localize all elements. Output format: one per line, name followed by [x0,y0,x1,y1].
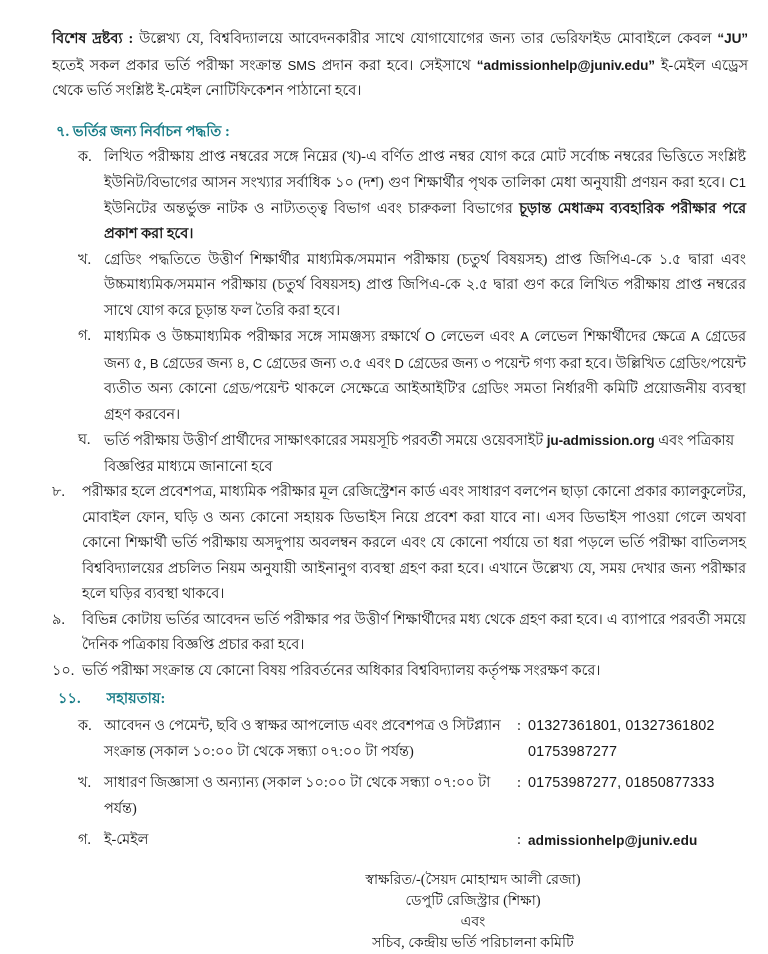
section-heading-support [58,688,746,710]
special-note-text-4: ই-মেইল এড্রেস থেকে ভর্তি সংশ্লিষ্ট ই-মেইল নোটিফিকেশন পাঠানো হবে। [52,57,748,99]
numbered-item [30,659,746,685]
list-item [30,324,746,428]
list-marker: ঘ. [78,432,91,448]
list-item-text [104,428,746,480]
item-text-part-6: গ্রেডের জন্য ৩.৫ এবং [262,355,395,372]
support-email-inline: “admissionhelp@juniv.edu” [476,57,655,73]
list-marker: ৯. [52,611,65,628]
contact-phone-line-1: 01327361801, 01327361802 [528,718,715,734]
signature-secondary-role: সচিব, কেন্দ্রীয় ভর্তি পরিচালনা কমিটি [372,934,574,951]
item-text-part-2: এবং পত্রিকায় বিজ্ঞপ্তির মাধ্যমে জানানো হবে [104,433,735,475]
list-marker: ৮. [52,484,65,500]
signature-conjunction: এবং [460,913,486,930]
contact-marker: খ. [78,775,92,791]
item-text-part-1: ভর্তি পরীক্ষায় উত্তীর্ণ প্রার্থীদের সাক্ষাৎকারের সময়সূচি পরবর্তী সময়ে ওয়েবসাইট [104,433,547,449]
numbered-item [30,480,746,608]
contact-value: 01753987277, 01850877333 [528,775,715,791]
contact-marker: ক. [78,718,92,734]
list-item-text [104,145,746,248]
item-text-part-2: লেভেল এবং [435,329,521,345]
contact-value [528,714,746,765]
item-text-part-1: লিখিত পরীক্ষায় প্রাপ্ত নম্বরের সঙ্গে নিম্নের (খ)-এ বর্ণিত প্রাপ্ত নম্বর যোগ করে মোট সর্বোচ্চ নম্বরের ভিত্তিতে সংশ্লিষ্ট ইউনিট/বিভাগের আসন সংখ্যার সর্বাধিক ১০ (দশ) গুণ শিক্ষার্থীর পৃথক তালিকা মেধা অনুযায়ী প্রণয়ন করা হবে। [104,148,746,191]
signature-name: স্বাক্ষরিত/-(সৈয়দ মোহাম্মদ আলী রেজা) [365,871,581,888]
grade-d-label: D [394,355,404,371]
list-marker: গ. [78,328,92,344]
special-note-text-1: উল্লেখ্য যে, বিশ্ববিদ্যালয়ে আবেদনকারীর সাথে যোগাযোগের জন্য তার ভেরিফাইড মোবাইলে কেবল [133,31,718,47]
list-item-text: গ্রেডিং পদ্ধতিতে উত্তীর্ণ শিক্ষার্থীর মাধ্যমিক/সমমান পরীক্ষায় (চতুর্থ বিষয়সহ) প্রাপ্ত জিপিএ-কে ১.৫ দ্বারা এবং উচ্চমাধ্যমিক/সমমান পরীক্ষায় (চতুর্থ বিষয়সহ) প্রাপ্ত জিপিএ-কে ২.৫ দ্বারা গুণ করে লিখিত পরীক্ষায় প্রাপ্ত নম্বরের সাথে যোগ করে চূড়ান্ত ফল তৈরি করা হবে। [104,251,746,319]
contact-colon: : [517,718,521,734]
contact-colon: : [517,832,521,848]
a-level-label: A [520,329,529,344]
ju-sms-code: “JU” [717,31,748,46]
contact-marker: গ. [78,832,92,848]
list-marker: ক. [78,148,92,165]
unit-code-c1: C1 [729,175,746,190]
special-note-label: বিশেষ দ্রষ্টব্য : [52,31,134,47]
item-text-part-3: লেভেল শিক্ষার্থীদের ক্ষেত্রে [528,329,692,345]
contact-description: ই-মেইল [104,832,149,848]
admission-website-link[interactable]: ju-admission.org [546,433,655,448]
item-text-emphasis: চূড়ান্ত মেধাক্রম ব্যবহারিক পরীক্ষার পরে প্রকাশ করা হবে। [104,200,746,242]
contact-description: আবেদন ও পেমেন্ট, ছবি ও স্বাক্ষর আপলোড এবং প্রবেশপত্র ও সিটপ্ল্যান সংক্রান্ত (সকাল ১০:০০ টা থেকে সন্ধ্যা ০৭:০০ টা পর্যন্ত) [104,718,501,760]
list-marker: খ. [78,251,92,268]
numbered-item-text: পরীক্ষার হলে প্রবেশপত্র, মাধ্যমিক পরীক্ষার মূল রেজিস্ট্রেশন কার্ড এবং সাধারণ বলপেন ছাড়া কোনো প্রকার ক্যালকুলেটর, মোবাইল ফোন, ঘড়ি ও অন্য কোনো সহায়ক ডিভাইস নিয়ে প্রবেশ করা যাবে না। এসব ডিভাইস পাওয়া গেলে অথবা কোনো শিক্ষার্থী ভর্তি পরীক্ষায় অসদুপায় অবলম্বন করলে এবং যে কোনো পর্যায়ে তা ধরা পড়লে ভর্তি পরীক্ষা বাতিলসহ বিশ্ববিদ্যালয়ের প্রচলিত নিয়ম অনুযায়ী আইনানুগ ব্যবস্থা গ্রহণ করা হবে। এখানে উল্লেখ্য যে, সময় দেখার জন্য পরীক্ষার হলে ঘড়ির ব্যবস্থা থাকবে। [82,484,746,602]
special-note-text-3: প্রদান করা হবে। সেইসাথে [315,57,477,74]
list-item [30,428,746,480]
numbered-item-text: বিভিন্ন কোটায় ভর্তির আবেদন ভর্তি পরীক্ষার পর উত্তীর্ণ শিক্ষার্থীদের মধ্য থেকে গ্রহণ করা হবে। এ ব্যাপারে পরবর্তী সময়ে দৈনিক পত্রিকায় বিজ্ঞপ্তি প্রচার করা হবে। [82,611,746,653]
list-item [30,145,746,248]
signature-block [30,870,746,954]
item-text-part-5: গ্রেডের জন্য ৪, [158,355,253,372]
item-text-part-4: গ্রেডের জন্য ৫, [104,329,746,372]
list-item [30,248,746,325]
contact-phone-line-2: 01753987277 [528,743,618,760]
o-level-label: O [424,329,436,344]
support-contacts-table [30,714,746,854]
item-text-part-2: ইউনিটের অন্তর্ভুক্ত নাটক ও নাট্যতত্ত্ব বিভাগ এবং চারুকলা বিভাগের [104,200,520,217]
special-note-text-2: হতেই সকল প্রকার ভর্তি পরীক্ষা সংক্রান্ত [52,57,288,74]
table-row [30,822,746,854]
contact-description: সাধারণ জিজ্ঞাসা ও অন্যান্য (সকাল ১০:০০ টা থেকে সন্ধ্যা ০৭:০০ টা পর্যন্ত) [104,775,491,817]
sms-keyword: SMS [287,57,316,73]
numbered-item [30,608,746,659]
contact-email-value[interactable]: admissionhelp@juniv.edu [528,833,698,848]
support-number: ১১. [58,691,81,707]
item-text-part-1: মাধ্যমিক ও উচ্চমাধ্যমিক পরীক্ষার সঙ্গে সামঞ্জস্য রক্ষার্থে [104,329,425,345]
support-heading-label: সহায়তায়: [106,691,166,707]
numbered-item-text: ভর্তি পরীক্ষা সংক্রান্ত যে কোনো বিষয় পরিবর্তনের অধিকার বিশ্ববিদ্যালয় কর্তৃপক্ষ সংরক্ষণ করে। [82,662,601,679]
grade-a-label: A [691,329,700,344]
section-heading-selection-method: ৭. ভর্তির জন্য নির্বাচন পদ্ধতি : [56,123,230,140]
item-text-part-7: গ্রেডের জন্য ৩ পয়েন্ট গণ্য করা হবে। উল্লিখিত গ্রেডিং/পয়েন্ট ব্যতীত অন্য কোনো গ্রেড/পয়েন্ট থাকলে সেক্ষেত্রে আইআইটি'র গ্রেডিং সমতা নির্ধারণী কমিটি প্রয়োজনীয় ব্যবস্থা গ্রহণ করবেন। [104,355,746,423]
list-item-text [104,324,746,428]
signature-designation: ডেপুটি রেজিস্ট্রার (শিক্ষা) [405,892,541,909]
table-row [30,765,746,822]
table-row [30,714,746,765]
grade-c-label: C [252,355,263,371]
list-marker: ১০. [52,662,75,679]
contact-colon: : [517,775,521,791]
grade-b-label: B [149,355,159,371]
special-note-paragraph [52,26,748,105]
